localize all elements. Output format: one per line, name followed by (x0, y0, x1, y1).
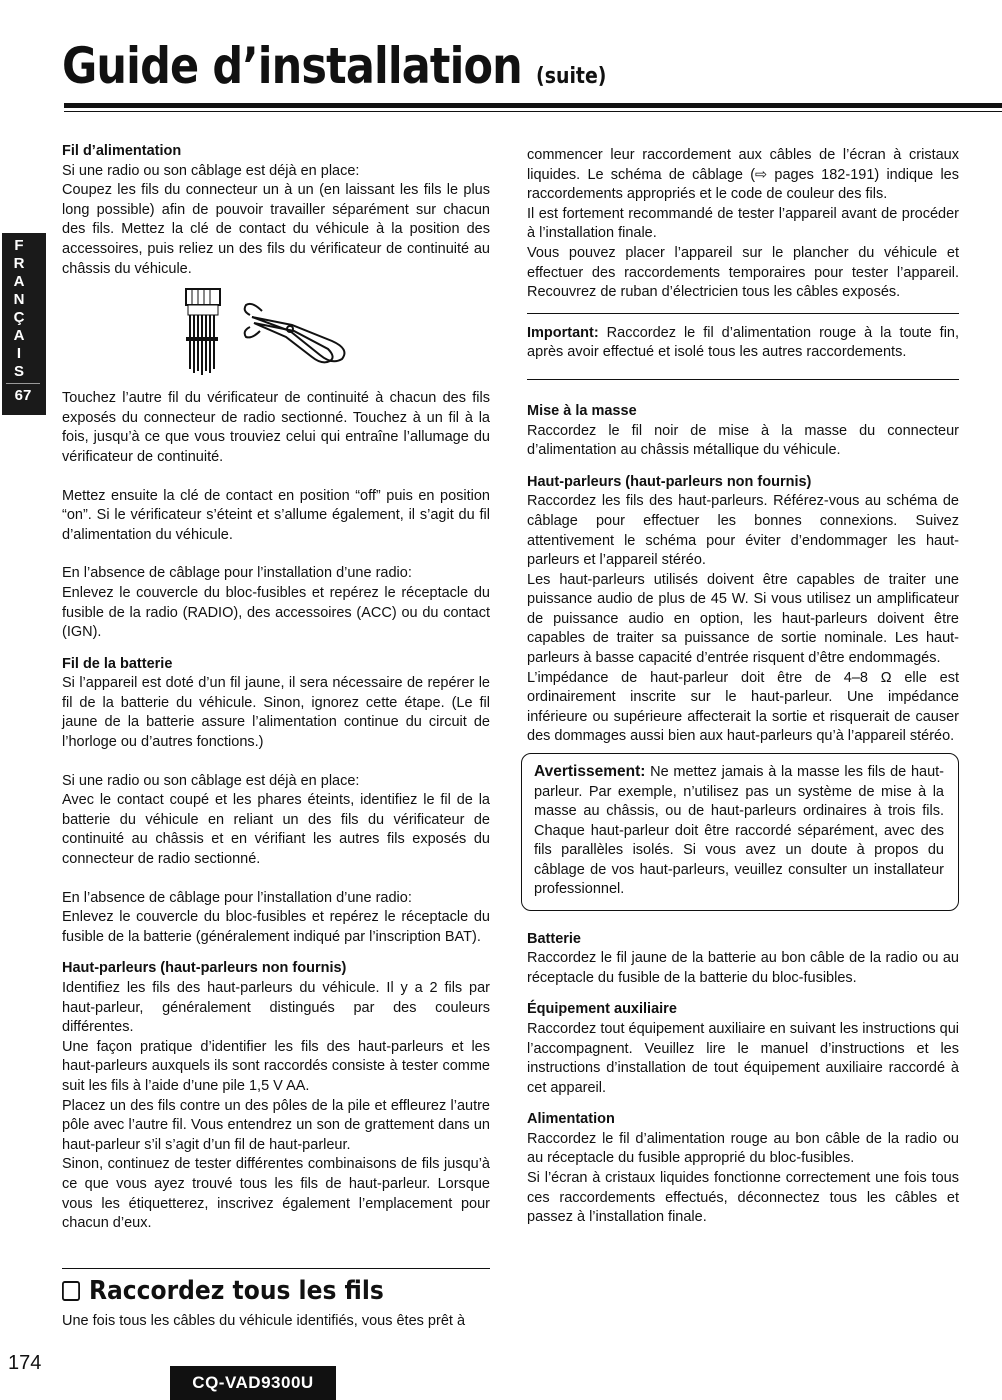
language-letters: F R A N Ç A I S (13, 237, 25, 380)
left-column (62, 142, 490, 1234)
paragraph: Raccordez le fil d’alimentation rouge au bon câble de la radio ou au réceptacle du fusible approprié du bloc-fusibles. (527, 1130, 959, 1167)
heading-equipement-auxiliaire: Équipement auxiliaire (527, 1001, 677, 1018)
title-suite: (suite) (536, 64, 607, 89)
divider (527, 313, 959, 314)
section-rule (62, 1268, 490, 1269)
paragraph: Une façon pratique d’identifier les fils des haut-parleurs et les haut-parleurs auxquels ils sont raccordés consiste à tester comme suit les fils à l’aide d’une pile 1,5 V AA. (62, 1038, 490, 1094)
paragraph: Enlevez le couvercle du bloc-fusibles et repérez le réceptacle du fusible de la batterie (généralement indiqué par l’inscription BAT). (62, 909, 490, 945)
paragraph: Si une radio ou son câblage est déjà en place: (62, 772, 360, 789)
section-title: Raccordez tous les fils (62, 1276, 384, 1306)
important-note: Important: Raccordez le fil d’alimentation rouge à la toute fin, après avoir effectué et isolé tous les autres raccordements. (527, 324, 960, 361)
heading-haut-parleurs: Haut-parleurs (haut-parleurs non fournis) (62, 960, 347, 977)
paragraph: L’impédance de haut-parleur doit être de 4–8 Ω elle est ordinairement inscrite sur le haut-parleur. Une impédance inférieure ou supérieure affecterait la sortie et risquerait de causer des dommages aussi bien aux haut-parleurs qu’à l’appareil stéréo. (527, 669, 959, 745)
paragraph: commencer leur raccordement aux câbles de l’écran à cristaux liquides. Le schéma de câblage (⇨ pages 182-191) indique les raccordements appropriés et le code de couleur des fils. (527, 147, 959, 203)
paragraph: Si l’appareil est doté d’un fil jaune, il sera nécessaire de repérer le fil de la batterie du véhicule. Sinon, ignorez cette étape. (Le fil jaune de la batterie assure l’alimentation continue du circuit de l’horloge ou d’autres fonctions.) (62, 675, 490, 751)
paragraph: Placez un des fils contre un des pôles de la pile et effleurez l’autre pôle avec l’autre fil. Vous entendrez un son de grattement dans un haut-parleur s’il s’agit d’un fil de haut-parleur. (62, 1097, 490, 1153)
page-number: 174 (8, 1352, 42, 1374)
paragraph: Mettez ensuite la clé de contact en position “off” puis en position “on”. Si le vérificateur s’éteint et s’allume également, il s’agit du fil d’alimentation du véhicule. (62, 487, 490, 543)
section-intro: Une fois tous les câbles du véhicule identifiés, vous êtes prêt à (62, 1313, 466, 1329)
heading-mise-a-la-masse: Mise à la masse (527, 402, 637, 419)
model-badge: CQ-VAD9300U (170, 1366, 336, 1400)
connector-and-cutter-illustration (182, 287, 490, 383)
paragraph: En l’absence de câblage pour l’installation d’une radio: (62, 565, 412, 582)
header-rule-thick (64, 103, 1002, 108)
paragraph: Si une radio ou son câblage est déjà en place: (62, 162, 360, 179)
language-tab (2, 233, 46, 415)
heading-batterie: Batterie (527, 930, 581, 947)
paragraph: Avec le contact coupé et les phares éteints, identifiez le fil de la batterie du véhicule en reliant un des fils du vérificateur de continuité au châssis et en vérifiant les autres fils exposés du connecteur de radio sectionné. (62, 792, 490, 868)
header-rule-thin (64, 111, 1002, 112)
connector-icon (182, 287, 382, 383)
paragraph: Touchez l’autre fil du vérificateur de continuité à chacun des fils exposés du connecteur de radio sectionné. Touchez à un fil à la fois, jusqu’à ce que vous trouviez celui qui entraîne l’allumage du vérificateur de continuité. (62, 390, 490, 465)
paragraph: Coupez les fils du connecteur un à un (en laissant les fils le plus long possible) afin de pouvoir travailler séparément sur chacun des fils. Mettez la clé de contact du véhicule à la position des accessoires, puis reliez un des fils du vérificateur de continuité au châssis du véhicule. (62, 182, 490, 277)
heading-haut-parleurs-right: Haut-parleurs (haut-parleurs non fournis) (527, 473, 812, 490)
paragraph: En l’absence de câblage pour l’installation d’une radio: (62, 889, 412, 906)
paragraph: Identifiez les fils des haut-parleurs du véhicule. Il y a 2 fils par haut-parleur, généralement distingués par des couleurs différentes. (62, 980, 490, 1036)
paragraph: Il est fortement recommandé de tester l’appareil avant de procéder à l’installation finale. (527, 205, 959, 242)
divider (527, 379, 959, 380)
paragraph: Enlevez le couvercle du bloc-fusibles et repérez le réceptacle du fusible de la radio (RADIO), des accessoires (ACC) ou du contact (IGN). (62, 584, 490, 641)
heading-fil-batterie: Fil de la batterie (62, 655, 173, 672)
paragraph: Raccordez le fil noir de mise à la masse du connecteur d’alimentation au châssis métallique du véhicule. (527, 422, 959, 459)
paragraph: Raccordez les fils des haut-parleurs. Référez-vous au schéma de câblage pour effectuer les bonnes connexions. Suivez attentivement le schéma pour éviter d’endommager les haut-parleurs et l’appareil stéréo. (527, 493, 959, 569)
right-column (527, 146, 959, 1228)
paragraph: Sinon, continuez de tester différentes combinaisons de fils jusqu’à ce que vous ayez trouvé tous les fils de haut-parleur. Lorsque vous les étiquetterez, inscrivez également l’emplacement pour chacun d’eux. (62, 1156, 490, 1232)
warning-box (521, 753, 959, 911)
page-title: Guide d’installation (suite) (62, 37, 607, 95)
language-page-number: 67 (6, 383, 40, 408)
checkbox-icon (62, 1281, 80, 1301)
warning-text: Avertissement: Ne mettez jamais à la masse les fils de haut-parleur. Par exemple, n’utilisez pas un système de mise à la masse au châssis, ou de haut-parleurs ordinaires à trois fils. Chaque haut-parleur doit être raccordé séparément, avec des fils parallèles isolés. Si vous avez un doute à propos du câblage de vos haut-parleurs, veuillez consulter un installateur professionnel. (534, 763, 944, 898)
paragraph: Vous pouvez placer l’appareil sur le plancher du véhicule et effectuer des raccordements temporaires pour tester l’appareil. Recouvrez de ruban d’électricien tous les câbles exposés. (527, 244, 959, 301)
paragraph: Raccordez le fil jaune de la batterie au bon câble de la radio ou au réceptacle du fusible de la batterie du bloc-fusibles. (527, 950, 959, 986)
heading-alimentation: Alimentation (527, 1111, 615, 1128)
paragraph: Raccordez tout équipement auxiliaire en suivant les instructions qui l’accompagnent. Veuillez lire le manuel d’instructions et les instructions d’installation de tout équipement auxiliaire raccordé à cet appareil. (527, 1020, 960, 1096)
paragraph: Les haut-parleurs utilisés doivent être capables de traiter une puissance audio de plus de 45 W. Si vous utilisez un amplificateur de puissance audio en option, les haut-parleurs doivent être capables de traiter sa puissance de sortie nominale. Les haut-parleurs à basse capacité d’entrée risquent d’être endommagés. (527, 571, 959, 667)
paragraph: Si l’écran à cristaux liquides fonctionne correctement une fois tous ces raccordements effectués, déconnectez tous les câbles et passez à l’installation finale. (527, 1170, 959, 1226)
heading-fil-alimentation: Fil d’alimentation (62, 143, 182, 159)
